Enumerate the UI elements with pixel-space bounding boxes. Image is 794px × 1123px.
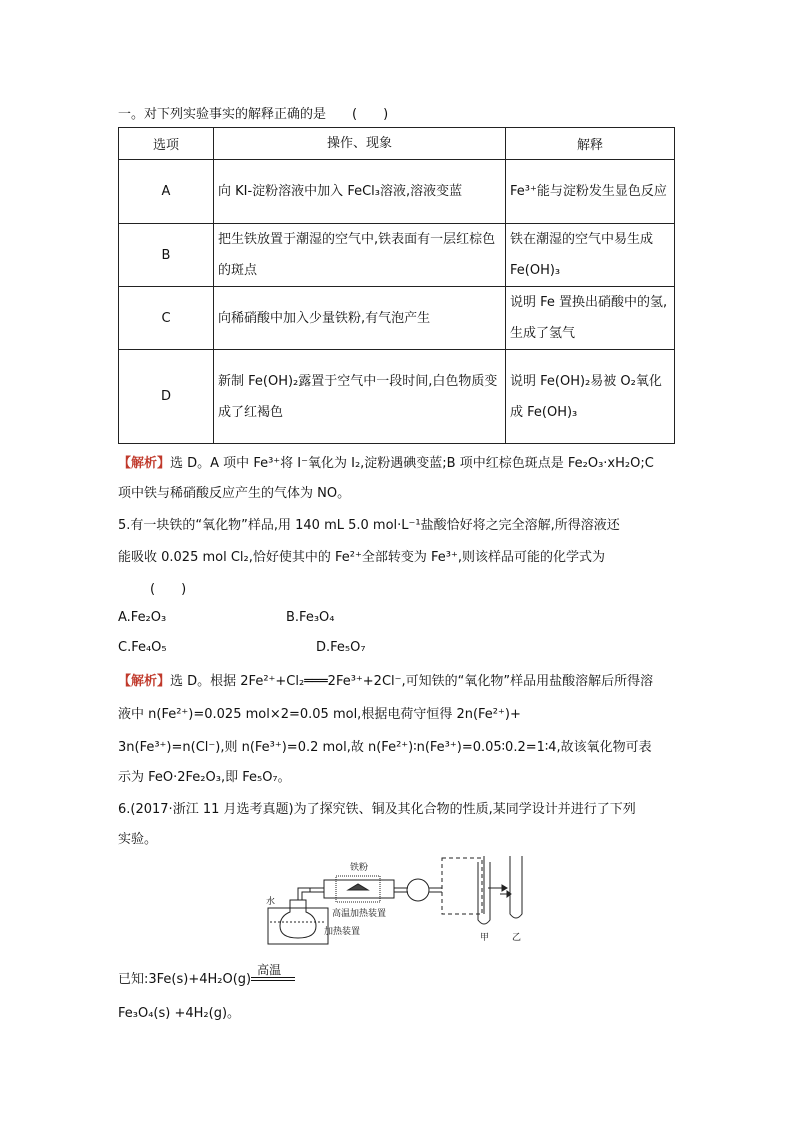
table-row bbox=[119, 224, 675, 287]
analysis-q4-line-2: 项中铁与稀硝酸反应产生的气体为 NO。 bbox=[118, 486, 351, 501]
drying-tube bbox=[407, 879, 429, 901]
label-high-temp-heater: 高温加热装置 bbox=[332, 909, 387, 919]
row-explanation: Fe³⁺能与淀粉发生显色反应 bbox=[506, 160, 675, 224]
question-6-line-1: 6.(2017·浙江 11 月选考真题)为了探究铁、铜及其化合物的性质,某同学设计并进行了下列 bbox=[118, 802, 636, 817]
header-explanation: 解释 bbox=[506, 128, 675, 160]
flask bbox=[280, 900, 316, 938]
table-row bbox=[119, 160, 675, 224]
option-b: B.Fe₃O₄ bbox=[286, 610, 335, 625]
analysis-tag: 【解析】 bbox=[118, 674, 171, 689]
row-operation: 把生铁放置于潮湿的空气中,铁表面有一层红棕色的斑点 bbox=[214, 224, 506, 287]
row-operation: 向稀硝酸中加入少量铁粉,有气泡产生 bbox=[214, 287, 506, 350]
reaction-arrow bbox=[251, 963, 295, 987]
known-equation-left: 已知:3Fe(s)+4H₂O(g) bbox=[118, 972, 252, 987]
connecting-tube bbox=[298, 888, 310, 900]
known-equation-line-1 bbox=[118, 963, 295, 987]
known-equation-line-2: Fe₃O₄(s) +4H₂(g)。 bbox=[118, 1006, 241, 1021]
table-header-row bbox=[119, 128, 675, 160]
analysis-q5-line-1 bbox=[118, 670, 653, 689]
analysis-q5-line-2: 液中 n(Fe²⁺)=0.025 mol×2=0.05 mol,根据电荷守恒得 2n(Fe²⁺)+ bbox=[118, 707, 521, 722]
options-table bbox=[118, 127, 675, 444]
test-tube-yi bbox=[510, 856, 522, 918]
label-yi: 乙 bbox=[512, 933, 522, 943]
row-option: C bbox=[119, 287, 214, 350]
analysis-q4-line-1 bbox=[118, 452, 654, 471]
row-option: B bbox=[119, 224, 214, 287]
label-iron-powder: 铁粉 bbox=[350, 863, 369, 873]
table-row bbox=[119, 287, 675, 350]
option-c: C.Fe₄O₅ bbox=[118, 640, 167, 655]
question-6-line-2: 实验。 bbox=[118, 832, 158, 847]
row-operation: 向 KI-淀粉溶液中加入 FeCl₃溶液,溶液变蓝 bbox=[214, 160, 506, 224]
row-explanation: 说明 Fe 置换出硝酸中的氢,生成了氢气 bbox=[506, 287, 675, 350]
row-explanation: 说明 Fe(OH)₂易被 O₂氧化成 Fe(OH)₃ bbox=[506, 350, 675, 444]
label-heater: 加热装置 bbox=[324, 927, 361, 937]
analysis-tag: 【解析】 bbox=[118, 456, 171, 471]
analysis-q5-line-4: 示为 FeO·2Fe₂O₃,即 Fe₅O₇。 bbox=[118, 770, 291, 785]
analysis-text: 选 D。A 项中 Fe³⁺将 I⁻氧化为 I₂,淀粉遇碘变蓝;B 项中红棕色斑点是 Fe₂O₃·xH₂O;C bbox=[170, 456, 654, 471]
question-5-bracket: ( ) bbox=[150, 582, 187, 597]
option-a: A.Fe₂O₃ bbox=[118, 610, 167, 625]
table-row bbox=[119, 350, 675, 444]
analysis-text: 选 D。根据 2Fe²⁺+Cl₂═══2Fe³⁺+2Cl⁻,可知铁的“氧化物”样品用盐酸溶解后所得溶 bbox=[170, 674, 654, 689]
test-tubes-figure bbox=[470, 850, 540, 950]
reaction-condition: 高温 bbox=[257, 963, 282, 977]
analysis-q5-line-3: 3n(Fe³⁺)=n(Cl⁻),则 n(Fe³⁺)=0.2 mol,故 n(Fe²⁺)∶n(Fe³⁺)=0.05∶0.2=1∶4,故该氧化物可表 bbox=[118, 740, 652, 755]
row-operation: 新制 Fe(OH)₂露置于空气中一段时间,白色物质变成了红褐色 bbox=[214, 350, 506, 444]
question-4-stem: 一。对下列实验事实的解释正确的是 ( ) bbox=[118, 107, 389, 122]
row-option: D bbox=[119, 350, 214, 444]
label-water: 水 bbox=[266, 897, 276, 907]
question-5-line-2: 能吸收 0.025 mol Cl₂,恰好使其中的 Fe²⁺全部转变为 Fe³⁺,则该样品可能的化学式为 bbox=[118, 550, 605, 565]
header-operation: 操作、现象 bbox=[214, 128, 506, 160]
question-5-line-1: 5.有一块铁的“氧化物”样品,用 140 mL 5.0 mol·L⁻¹盐酸恰好将之完全溶解,所得溶液还 bbox=[118, 518, 620, 533]
option-d: D.Fe₅O₇ bbox=[316, 640, 366, 655]
water-bath bbox=[268, 908, 328, 944]
row-option: A bbox=[119, 160, 214, 224]
header-option: 选项 bbox=[119, 128, 214, 160]
label-jia: 甲 bbox=[480, 933, 490, 943]
row-explanation: 铁在潮湿的空气中易生成 Fe(OH)₃ bbox=[506, 224, 675, 287]
